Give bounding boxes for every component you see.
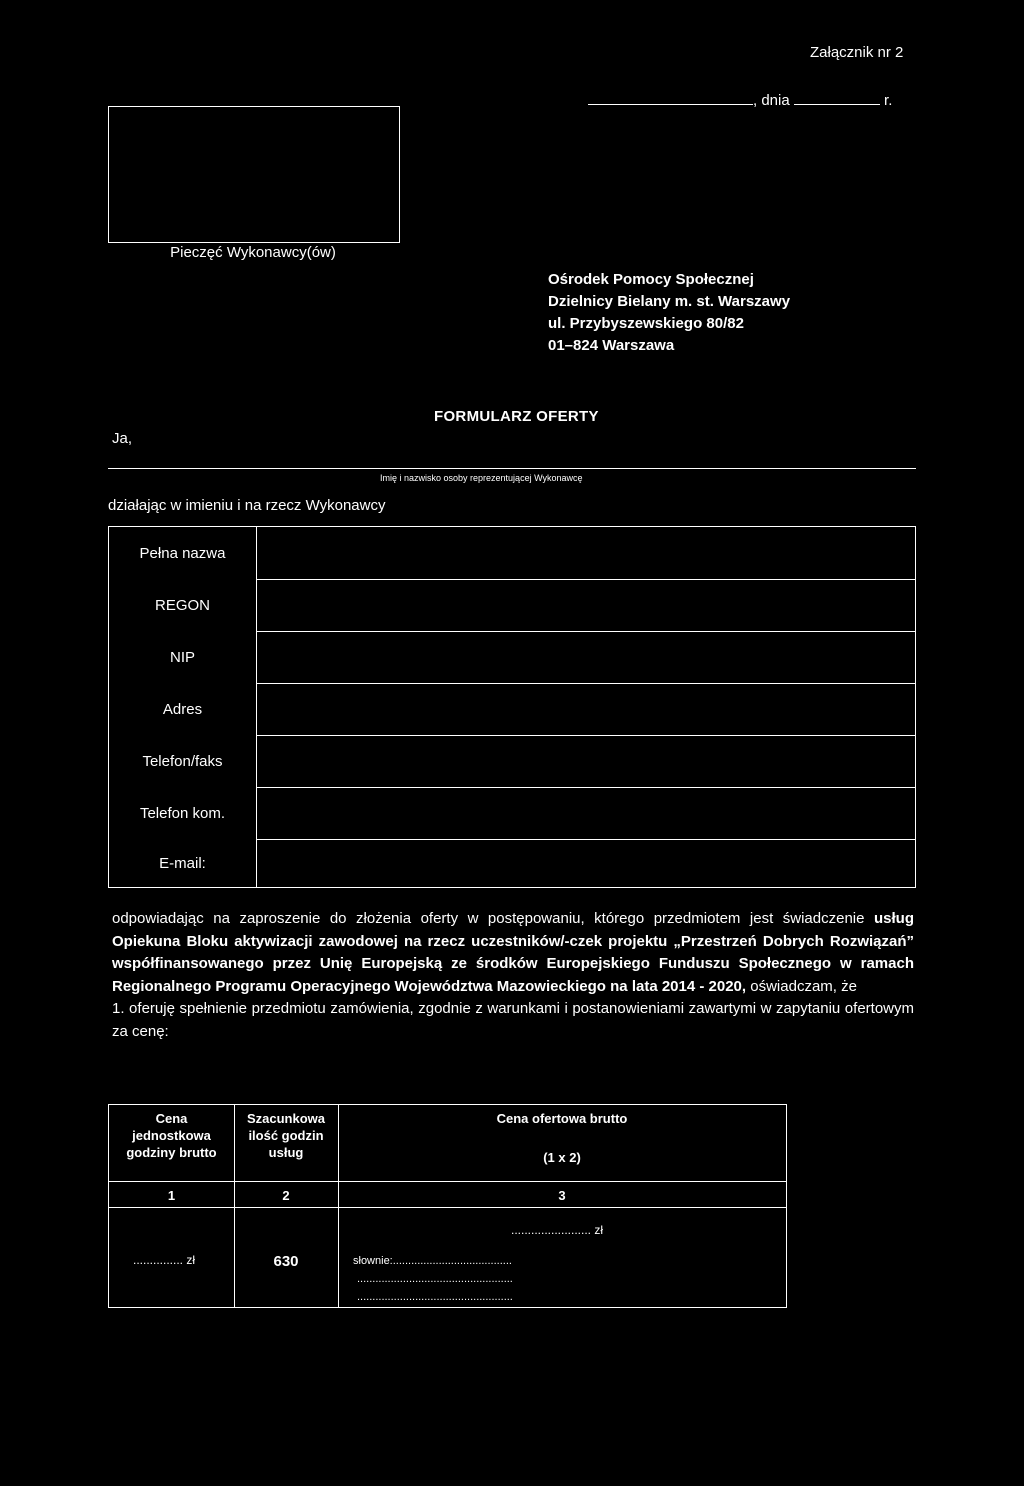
price-table [108,1104,787,1308]
offer-price-formula: (1 x 2) [543,1150,581,1165]
header-line: jednostkowa [132,1128,211,1143]
field-label: NIP [169,648,195,666]
header-line: usług [268,1145,304,1160]
field-label: E-mail: [159,854,206,872]
row-address [109,683,915,735]
email-field[interactable] [256,839,916,887]
header-line: ilość godzin [248,1128,324,1143]
row-phone-fax [109,735,915,787]
phone-fax-field[interactable] [256,735,916,787]
form-title: FORMULARZ OFERTY [434,408,599,425]
offer-price-header [338,1110,786,1127]
header-line: Szacunkowa [246,1111,326,1126]
amount-in-words-line[interactable]: ................................................... [357,1273,513,1285]
header-line: Cena ofertowa brutto [496,1111,628,1126]
representative-caption: Imię i nazwisko osoby reprezentującej Wykonawcę [380,473,583,483]
date-r-label: r. [884,92,893,109]
address-field[interactable] [256,683,916,735]
date-dnia-label: , dnia [753,92,790,109]
stamp-label: Pieczęć Wykonawcy(ów) [170,244,336,261]
header-line: godziny brutto [126,1145,217,1160]
amount-in-words-line[interactable]: ................................................... [357,1291,513,1303]
unit-price-header [109,1110,234,1161]
row-divider [109,1181,786,1182]
column-number-2: 2 [282,1188,290,1203]
field-label: REGON [154,596,210,614]
ja-label: Ja, [112,430,133,447]
hours-header [234,1110,338,1161]
row-nip [109,631,915,683]
field-label: Telefon/faks [142,752,223,770]
row-full-name [109,527,915,579]
contractor-info-table [108,526,916,888]
date-blank[interactable] [794,90,880,105]
acting-on-behalf-label: działając w imieniu i na rzecz Wykonawcy [108,497,386,514]
field-label: Pełna nazwa [139,544,226,562]
offer-text-end: oświadczam, że [750,977,857,995]
offer-statement [112,908,914,1043]
address-line-2: Dzielnicy Bielany m. st. Warszawy [548,293,791,310]
row-mobile [109,787,915,839]
offer-text-plain: odpowiadając na zaproszenie do złożenia oferty w postępowaniu, którego przedmiotem jest świadczenie [112,910,865,927]
address-line-3: ul. Przybyszewskiego 80/82 [548,315,744,332]
full-name-field[interactable] [256,527,916,579]
total-price-field[interactable]: ........................ zł [511,1223,604,1237]
amount-in-words-field[interactable]: słownie:....................................... [353,1255,512,1267]
row-divider [109,1207,786,1208]
unit-price-field[interactable]: ............... zł [133,1253,196,1267]
header-line: Cena [155,1111,188,1126]
column-divider [338,1105,339,1307]
representative-name-line[interactable] [108,468,916,469]
hours-value: 630 [273,1253,299,1270]
row-regon [109,579,915,631]
stamp-box [108,106,400,243]
place-date-line [588,90,892,109]
address-line-4: 01–824 Warszawa [548,337,675,354]
place-blank[interactable] [588,90,753,105]
mobile-field[interactable] [256,787,916,839]
address-line-1: Ośrodek Pomocy Społecznej [548,271,754,288]
recipient-address [548,269,790,357]
offer-text-bold: usług Opiekuna Bloku aktywizacji zawodowej na rzecz uczestników/-czek projektu „Przestrzeń Dobrych Rozwiązań” współfinansowanego przez Unię Europejską ze środków Europejskiego Funduszu Społecznego w ramach Regionalnego Programu Operacyjnego Województwa Mazowieckiego na lata 2014 - 2020, [112,910,914,995]
row-email [109,839,915,887]
field-label: Telefon kom. [139,804,226,822]
field-label: Adres [162,700,203,718]
column-number-3: 3 [558,1188,566,1203]
offer-point-1: 1. oferuję spełnienie przedmiotu zamówienia, zgodnie z warunkami i postanowieniami zawartymi w zapytaniu ofertowym za cenę: [112,1000,914,1040]
annex-number: Załącznik nr 2 [810,44,904,61]
regon-field[interactable] [256,579,916,631]
column-number-1: 1 [167,1188,176,1203]
nip-field[interactable] [256,631,916,683]
